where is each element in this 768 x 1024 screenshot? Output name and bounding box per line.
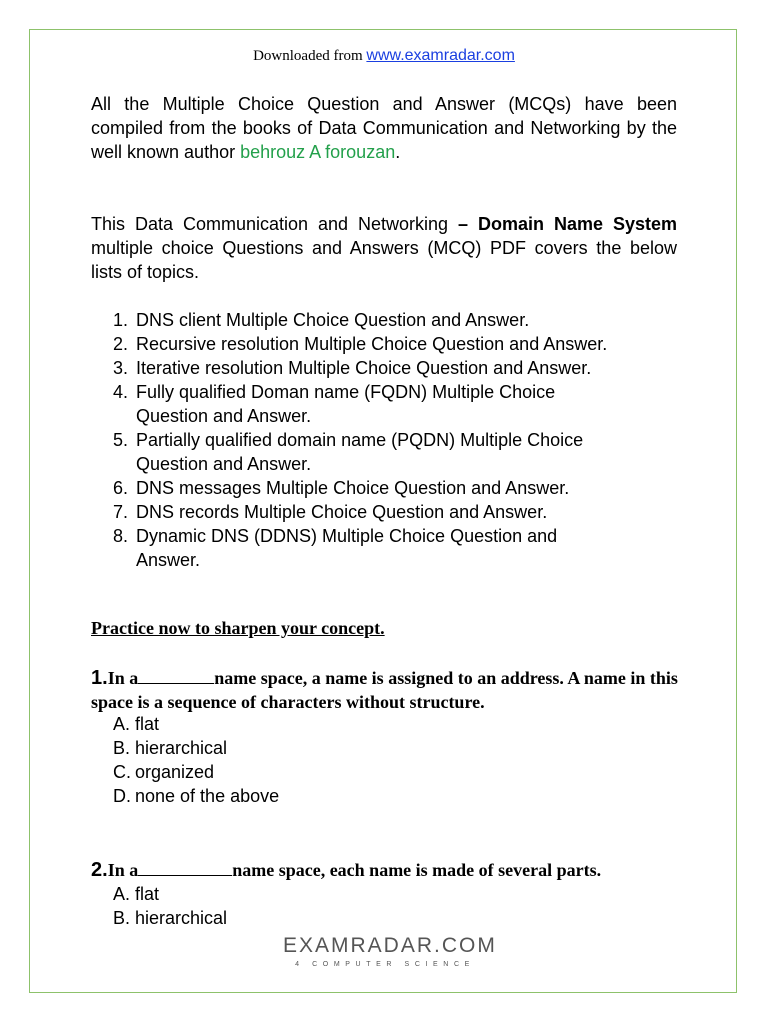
topic-item (113, 524, 683, 572)
question-text-start: In a (107, 668, 139, 688)
option-letter: C. (113, 762, 131, 782)
option-item (113, 882, 227, 906)
option-letter: B. (113, 738, 131, 758)
answer-blank (138, 667, 214, 684)
topic-text: Recursive resolution Multiple Choice Question and Answer. (136, 334, 608, 354)
option-letter: D. (113, 786, 131, 806)
topic-number: 6. (113, 478, 129, 498)
option-text: flat (135, 714, 160, 734)
topic-item (113, 428, 683, 476)
topic-number: 4. (113, 382, 129, 402)
question-text-start: In a (107, 860, 139, 880)
question-number: 2. (91, 859, 108, 881)
option-text: organized (135, 762, 215, 782)
option-letter: A. (113, 714, 131, 734)
option-item (113, 906, 227, 930)
logo-tagline: 4 COMPUTER SCIENCE (295, 961, 475, 968)
question-2-options (113, 882, 227, 930)
topic-item (113, 500, 683, 524)
topic-number: 7. (113, 502, 129, 522)
question-number: 1. (91, 667, 108, 689)
topic-list (113, 308, 683, 572)
topic-number: 8. (113, 526, 129, 546)
topic-item (113, 332, 683, 356)
topic-number: 2. (113, 334, 129, 354)
covers-paragraph (91, 212, 677, 284)
intro-paragraph (91, 92, 677, 164)
topic-text: Fully qualified Doman name (FQDN) Multiple Choice Question and Answer. (136, 382, 556, 426)
question-1 (91, 666, 681, 714)
intro-text: All the Multiple Choice Question and Answer (MCQs) have been compiled from the books of Data Communication and Networking by the well known author (91, 94, 677, 162)
topic-text: DNS client Multiple Choice Question and Answer. (136, 310, 530, 330)
logo-main-text: EXAMRADAR.COM (283, 934, 497, 957)
author-name: behrouz A forouzan (240, 142, 396, 162)
topic-item (113, 356, 683, 380)
practice-heading: Practice now to sharpen your concept. (91, 618, 385, 638)
answer-blank (138, 859, 232, 876)
download-source-line (0, 47, 768, 65)
covers-text: This Data Communication and Networking (91, 214, 458, 234)
option-letter: B. (113, 908, 131, 928)
covers-topic: – Domain Name System (458, 214, 677, 234)
question-text-end: name space, each name is made of several parts. (232, 860, 602, 880)
examradar-logo (283, 934, 497, 970)
option-text: flat (135, 884, 160, 904)
topic-text: DNS records Multiple Choice Question and Answer. (136, 502, 548, 522)
question-1-options (113, 712, 279, 808)
option-letter: A. (113, 884, 131, 904)
download-prefix: Downloaded from (253, 48, 367, 64)
option-item (113, 712, 279, 736)
intro-end: . (395, 142, 401, 162)
option-text: hierarchical (135, 908, 228, 928)
option-text: none of the above (135, 786, 280, 806)
topic-item (113, 380, 683, 428)
question-2 (91, 858, 681, 882)
covers-end: multiple choice Questions and Answers (MCQ) PDF covers the below lists of topics. (91, 238, 677, 282)
topic-text: Iterative resolution Multiple Choice Question and Answer. (136, 358, 592, 378)
option-item (113, 784, 279, 808)
topic-item (113, 476, 683, 500)
option-text: hierarchical (135, 738, 228, 758)
topic-number: 5. (113, 430, 129, 450)
topic-number: 1. (113, 310, 129, 330)
topic-number: 3. (113, 358, 129, 378)
topic-text: Partially qualified domain name (PQDN) Multiple Choice Question and Answer. (136, 430, 584, 474)
question-text-end: name space, a name is assigned to an address. A name in this space is a sequence of characters without structure. (91, 668, 678, 712)
option-item (113, 760, 279, 784)
option-item (113, 736, 279, 760)
topic-text: DNS messages Multiple Choice Question and Answer. (136, 478, 570, 498)
topic-item (113, 308, 683, 332)
topic-text: Dynamic DNS (DDNS) Multiple Choice Question and Answer. (136, 526, 558, 570)
examradar-link[interactable]: www.examradar.com (366, 47, 515, 64)
